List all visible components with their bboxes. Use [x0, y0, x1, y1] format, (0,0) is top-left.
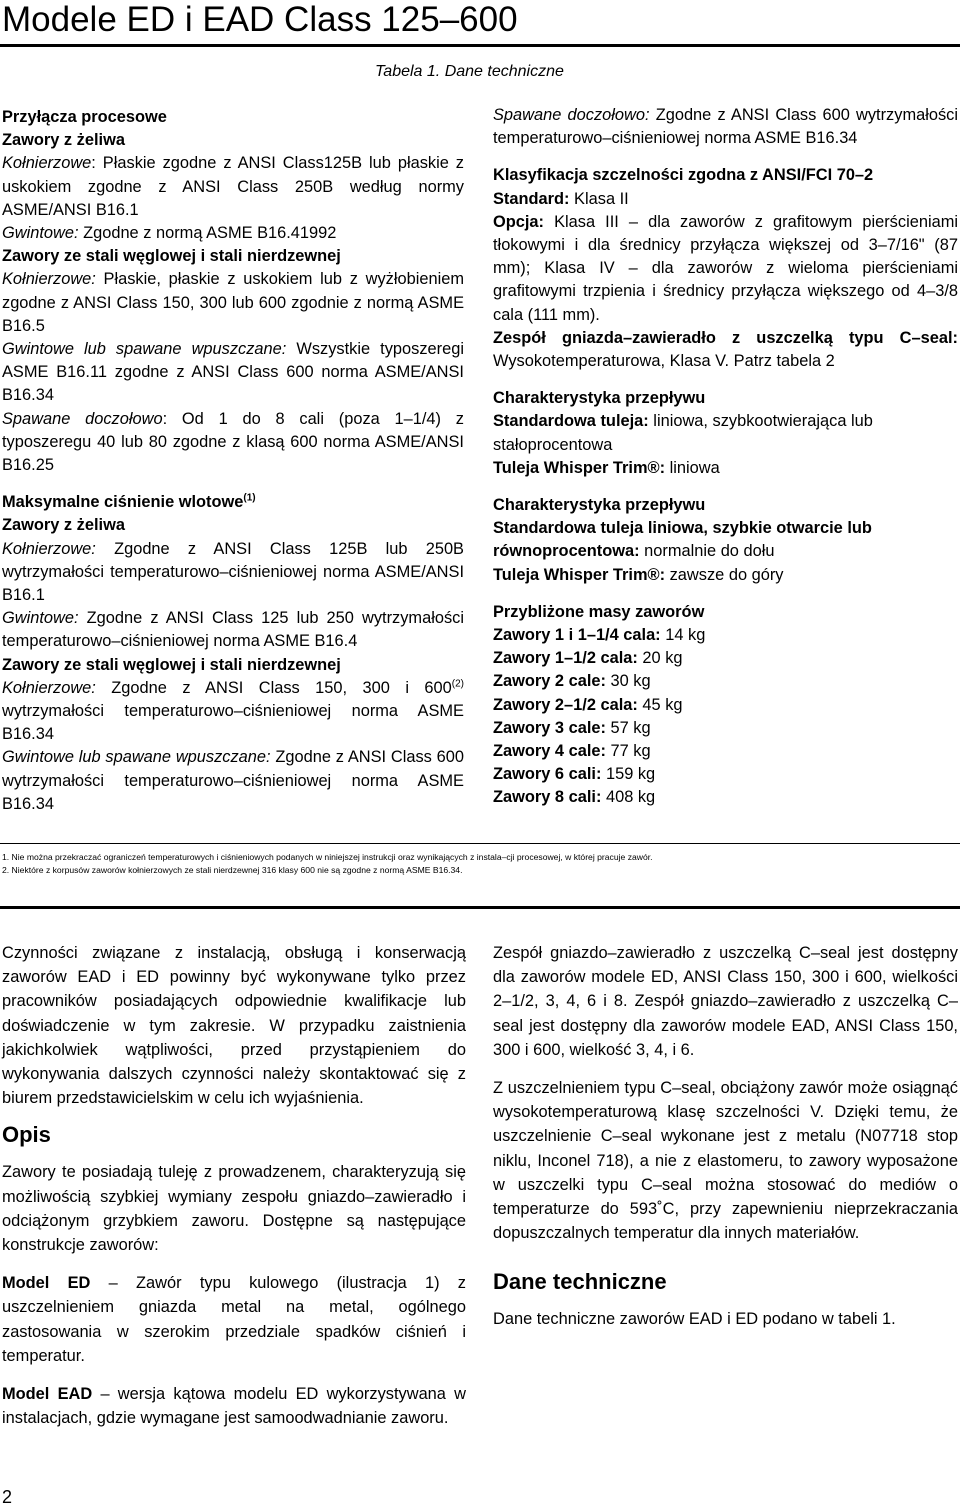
subheading-cast-iron-pressure: Zawory z żeliwa	[2, 516, 125, 535]
spec-label: Spawane doczołowo:	[493, 106, 650, 124]
model-ed-paragraph	[2, 1271, 466, 1368]
weight-row	[493, 670, 958, 693]
section-heading-flow-direction: Charakterystyka przepływu	[493, 496, 706, 515]
footnote-ref: (2)	[451, 678, 464, 690]
spec-flanged-cast-iron	[2, 152, 464, 222]
weight-row	[493, 786, 958, 809]
table-right-column	[493, 104, 958, 810]
spec-text: wytrzymałości temperaturowo–ciśnieniowej norma ASME B16.34	[2, 702, 464, 744]
spec-label: Gwintowe lub spawane wpuszczane:	[2, 748, 271, 767]
spec-label: Standardowa tuleja:	[493, 412, 649, 431]
spec-label: Tuleja Whisper Trim®:	[493, 458, 666, 477]
spec-text: Klasa III – dla zaworów z grafitowym pierścieniami tłokowymi i dla średnicy przyłącza większej od 3–7/16" (87 mm); Klasa IV – dla zaworów z wieloma pierścieniami grafitowymi trzpienia i średnicy przyłącza większego od 4–3/8 cala (111 mm).	[493, 212, 958, 324]
spec-label: Kołnierzowe:	[2, 270, 96, 289]
spec-threaded-socket-weld-steel	[2, 338, 464, 408]
table-left-column	[2, 106, 464, 816]
spec-whisper-trim	[493, 457, 958, 480]
spec-standard-cage	[493, 410, 958, 456]
table-footnotes	[2, 851, 958, 877]
spec-label: Gwintowe:	[2, 609, 79, 628]
spec-flow-standard-cage	[493, 517, 958, 563]
subheading-steel-pressure: Zawory ze stali węglowej i stali nierdzewnej	[2, 655, 341, 674]
heading-description: Opis	[2, 1122, 51, 1148]
weight-label: Zawory 6 cali:	[493, 765, 602, 784]
model-ead-paragraph	[2, 1382, 466, 1430]
model-label: Model EAD	[2, 1385, 93, 1404]
spec-label: Tuleja Whisper Trim®:	[493, 565, 666, 584]
intro-paragraph: Czynności związane z instalacją, obsługą i konserwacją zaworów EAD i ED powinny być wykonywane tylko przez pracowników posiadających odpowiednie kwalifikacje lub doświadczenie w tym zakresie. W przypadku zaistnienia jakichkolwiek wątpliwości, przed przystąpieniem do wykonywania dalszych czynności należy skontaktować się z biurem przedstawicielskim w celu ich wyjaśnienia.	[2, 944, 466, 1108]
heading-text: Maksymalne ciśnienie wlotowe	[2, 493, 244, 512]
weight-value: 20 kg	[637, 649, 683, 668]
model-text: – wersja kątowa modelu ED wykorzystywana w instalacjach, gdzie wymagane jest samoodwadnianie zaworu.	[2, 1385, 466, 1428]
spec-cseal-class	[493, 327, 958, 373]
weight-label: Zawory 2 cale:	[493, 672, 606, 691]
spec-pressure-flanged-steel	[2, 677, 464, 747]
spec-pressure-threaded-cast-iron	[2, 607, 464, 653]
spec-label: Gwintowe:	[2, 224, 79, 243]
weight-row	[493, 717, 958, 740]
weight-value: 159 kg	[601, 765, 656, 784]
spec-text: Wszystkie typoszeregi ASME B16.11 zgodne z ANSI Class 600 norma ASME/ANSI B16.34	[2, 340, 464, 405]
spec-flanged-steel	[2, 268, 464, 338]
weight-label: Zawory 1–1/2 cala:	[493, 649, 638, 668]
spec-text: Zgodne z normą ASME B16.41992	[78, 224, 337, 243]
weight-value: 45 kg	[637, 695, 683, 714]
spec-label: Spawane doczołowo	[2, 409, 163, 428]
section-heading-valve-weights: Przybliżone masy zaworów	[493, 602, 705, 621]
cseal-availability-paragraph: Zespół gniazdo–zawieradło z uszczelką C–seal jest dostępny dla zaworów modele ED, ANSI Class 150, 300 i 600, wielkości 2–1/2, 3, 4, 6 i 8. Zespół gniazdo–zawieradło z uszczelką C–seal jest dostępny dla zaworów modele EAD, ANSI Class 150, 300 i 600, wielkość 3, 4, i 6.	[493, 944, 958, 1059]
subheading-steel: Zawory ze stali węglowej i stali nierdzewnej	[2, 247, 341, 266]
weight-label: Zawory 1 i 1–1/4 cala:	[493, 626, 661, 645]
section-heading-shutoff-class: Klasyfikacja szczelności zgodna z ANSI/FCI 70–2	[493, 166, 874, 185]
title-divider	[0, 44, 960, 47]
table-caption: Tabela 1. Dane techniczne	[375, 63, 564, 80]
spec-standard-class	[493, 188, 958, 211]
spec-optional-class	[493, 211, 958, 327]
weight-value: 57 kg	[605, 718, 651, 737]
body-right-column	[493, 941, 958, 1332]
weight-row	[493, 624, 958, 647]
section-heading-process-connections: Przyłącza procesowe	[2, 108, 167, 126]
spec-text: Płaskie, płaskie z uskokiem lub z wyżłobieniem zgodne z ANSI Class 150, 300 lub 600 zgodnie z normą ASME B16.5	[2, 270, 464, 335]
weight-label: Zawory 2–1/2 cala:	[493, 695, 638, 714]
spec-text: zawsze do góry	[665, 565, 784, 584]
footnote-ref: (1)	[243, 492, 256, 504]
spec-text: Klasa II	[569, 189, 629, 208]
weight-value: 77 kg	[605, 742, 651, 761]
page-number: 2	[2, 1487, 13, 1507]
weight-row	[493, 694, 958, 717]
specifications-paragraph: Dane techniczne zaworów EAD i ED podano w tabeli 1.	[493, 1310, 896, 1329]
footnote: 2. Niektóre z korpusów zaworów kołnierzowych ze stali nierdzewnej 316 klasy 600 nie są zgodne z normą ASME B16.34.	[2, 865, 463, 875]
spec-label: Gwintowe lub spawane wpuszczane:	[2, 340, 287, 359]
spec-text: : Płaskie zgodne z ANSI Class125B lub płaskie z uskokiem zgodne z ANSI Class 250B według normy ASME/ANSI B16.1	[2, 154, 464, 219]
spec-text: liniowa, szybkootwierająca lub stałoprocentowa	[493, 412, 873, 454]
spec-text: Zgodne z ANSI Class 600 wytrzymałości temperaturowo–ciśnieniowej norma ASME B16.34	[2, 748, 464, 813]
spec-label: Standard:	[493, 189, 570, 208]
section-heading-flow-characteristic: Charakterystyka przepływu	[493, 389, 706, 408]
spec-pressure-flanged-cast-iron	[2, 538, 464, 608]
spec-pressure-butt-weld-steel	[493, 104, 958, 150]
spec-text: Wysokotemperaturowa, Klasa V. Patrz tabela 2	[493, 352, 835, 371]
description-paragraph: Zawory te posiadają tuleję z prowadzenem, charakteryzują się możliwością szybkiej wymiany zespołu gniazdo–zawieradło i odciążonym grzybkiem zaworu. Dostępne są następujące konstrukcje zaworów:	[2, 1163, 466, 1255]
footnote: 1. Nie można przekraczać ograniczeń temperaturowych i ciśnieniowych podanych w niniejszej instrukcji oraz wynikających z instala–cji procesowej, w której pracuje zawór.	[2, 852, 653, 862]
spec-text: liniowa	[665, 458, 720, 477]
spec-label: Kołnierzowe:	[2, 678, 96, 697]
weight-row	[493, 647, 958, 670]
cseal-description-paragraph: Z uszczelnieniem typu C–seal, obciążony zawór może osiągnąć wysokotemperaturową klasę szczelności V. Dzięki temu, że uszczelnienie C–seal wykonane jest z metalu (N07718 stop niklu, Inconel 718), a nie z elastomeru, to zawory wyposażone w uszczelki typu C–seal można stosować do mediów o temperaturze do 593˚C, przy zapewnieniu nieprzekraczania dopuszczalnych temperatur dla innych materiałów.	[493, 1079, 958, 1243]
spec-threaded-cast-iron	[2, 222, 464, 245]
spec-text: Zgodne z ANSI Class 125 lub 250 wytrzymałości temperaturowo–ciśnieniowej norma ASME B16.4	[2, 609, 464, 651]
spec-text: Zgodne z ANSI Class 600 wytrzymałości temperaturowo–ciśnieniowej norma ASME B16.34	[493, 106, 958, 148]
spec-pressure-threaded-socket-weld-steel	[2, 746, 464, 816]
body-left-column	[2, 941, 466, 1430]
spec-label: Kołnierzowe	[2, 154, 92, 173]
spec-butt-weld-steel	[2, 408, 464, 478]
spec-label: Standardowa tuleja liniowa, szybkie otwarcie lub równoprocentowa:	[493, 519, 872, 561]
weight-label: Zawory 8 cali:	[493, 788, 602, 807]
weight-value: 30 kg	[605, 672, 651, 691]
page-title: Modele ED i EAD Class 125–600	[2, 0, 518, 39]
model-text: – Zawór typu kulowego (ilustracja 1) z uszczelnieniem gniazda metal na metal, ogólnego zastosowania w szerokim przedziale spadków ciśnień i temperatur.	[2, 1274, 467, 1365]
spec-flow-whisper-trim	[493, 564, 958, 587]
weight-value: 14 kg	[660, 626, 706, 645]
weight-label: Zawory 3 cale:	[493, 718, 606, 737]
spec-label: Kołnierzowe:	[2, 539, 96, 558]
heading-specifications: Dane techniczne	[493, 1269, 667, 1295]
weight-row	[493, 763, 958, 786]
spec-label: Zespół gniazda–zawieradło z uszczelką typu C–seal:	[493, 328, 958, 347]
section-heading-max-inlet-pressure	[2, 491, 464, 514]
weight-label: Zawory 4 cale:	[493, 742, 606, 761]
spec-text: : Od 1 do 8 cali (poza 1–1/4) z typoszeregu 40 lub 80 zgodne z klasą 600 norma ASME/ANSI B16.25	[2, 409, 464, 475]
spec-text: Zgodne z ANSI Class 125B lub 250B wytrzymałości temperaturowo–ciśnieniowej norma ASME/ANSI B16.1	[2, 539, 464, 605]
spec-text: normalnie do dołu	[639, 542, 775, 561]
table-bottom-rule	[0, 843, 960, 844]
weight-value: 408 kg	[601, 788, 656, 807]
weight-row	[493, 740, 958, 763]
model-label: Model ED	[2, 1274, 91, 1293]
spec-text: Zgodne z ANSI Class 150, 300 i 600	[95, 678, 452, 697]
spec-label: Opcja:	[493, 212, 545, 231]
section-divider	[0, 906, 960, 909]
subheading-cast-iron: Zawory z żeliwa	[2, 131, 125, 150]
